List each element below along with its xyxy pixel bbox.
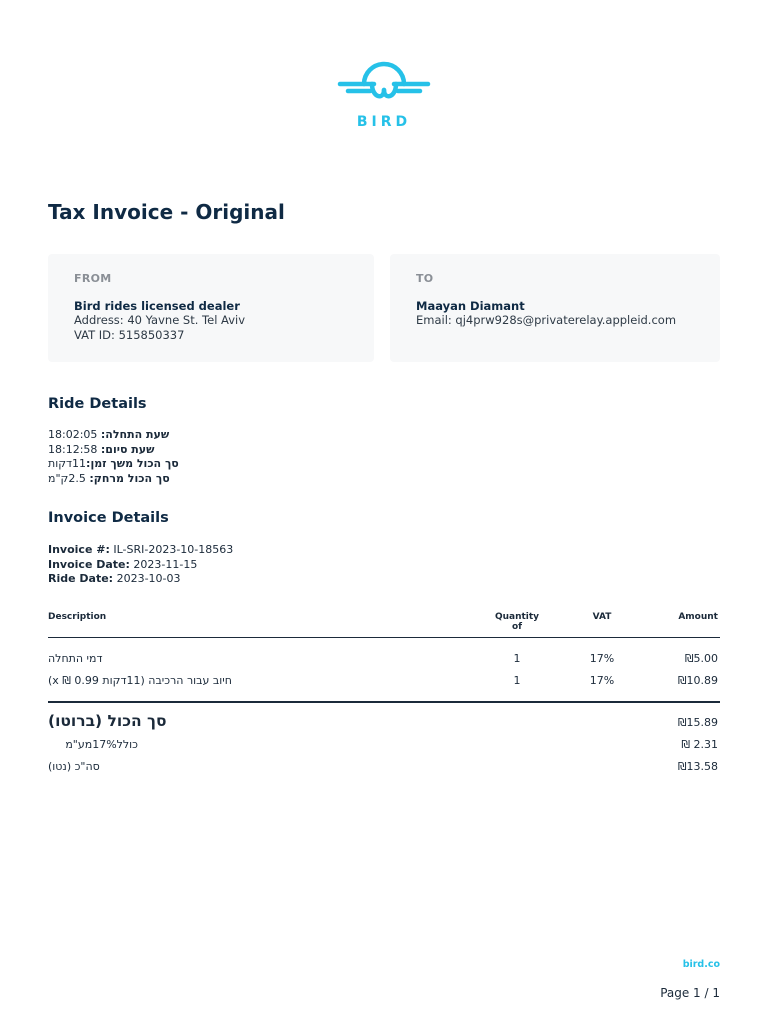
th-description: Description [48, 612, 107, 622]
invoice-date-key: Invoice Date: [48, 557, 130, 571]
gross-total-value: ₪15.89 [677, 716, 718, 729]
from-address: Address: 40 Yavne St. Tel Aviv [74, 313, 246, 327]
page-number: Page 1 / 1 [660, 986, 720, 1000]
row-description: חיוב עבור הרכיבה (11דקות x ₪ 0.99) [48, 674, 232, 687]
from-name: Bird rides licensed dealer [74, 299, 240, 313]
ride-details-heading: Ride Details [48, 396, 147, 412]
net-total-value: ₪13.58 [677, 760, 718, 773]
th-amount: Amount [678, 612, 718, 622]
net-total-label: סה"כ (נטו) [48, 760, 100, 773]
ride-end-row [48, 443, 179, 458]
row-quantity: 1 [513, 674, 521, 687]
invoice-date-value: 2023-11-15 [129, 557, 198, 571]
ride-details-list [48, 428, 179, 486]
invoice-number-value: IL-SRI-2023-10-18563 [109, 543, 234, 556]
invoice-details-list [48, 543, 233, 587]
page-title: Tax Invoice - Original [48, 200, 285, 224]
row-amount: ₪5.00 [684, 652, 718, 665]
ride-date-value: 2023-10-03 [113, 572, 181, 585]
gross-total-label: סך הכול (ברוטו) [48, 712, 167, 730]
row-quantity: 1 [513, 652, 521, 665]
vat-total-value: ₪ 2.31 [681, 738, 718, 751]
brand-name: BIRD [356, 114, 412, 130]
to-card [390, 254, 720, 362]
row-amount: ₪10.89 [677, 674, 718, 687]
ride-end-key: שעת סיום: [100, 442, 155, 456]
ride-duration-key: סך הכול משך זמן: [86, 457, 179, 470]
ride-end-value: 18:12:58 [48, 442, 101, 456]
bird-wings-logo-icon [334, 58, 434, 110]
bird-website-link[interactable]: bird.co [682, 959, 720, 970]
ride-start-row [48, 428, 179, 443]
invoice-date-row [48, 558, 233, 573]
ride-duration-row [48, 457, 179, 472]
to-email: Email: qj4prw928s@privaterelay.appleid.com [416, 313, 677, 327]
from-label: FROM [74, 272, 112, 285]
th-quantity: Quantity of [494, 612, 540, 632]
bird-logo [334, 58, 434, 134]
th-vat: VAT [592, 612, 612, 622]
totals-divider [48, 701, 720, 703]
ride-distance-key: סך הכול מרחק: [89, 471, 170, 485]
from-vat-id: VAT ID: 515850337 [74, 328, 185, 342]
row-vat: 17% [589, 674, 615, 687]
row-description: דמי התחלה [48, 652, 103, 665]
table-header-divider [48, 637, 720, 638]
invoice-number-row [48, 543, 233, 558]
ride-start-value: 18:02:05 [48, 428, 101, 441]
invoice-details-heading: Invoice Details [48, 510, 169, 526]
ride-date-row [48, 572, 233, 587]
ride-distance-row [48, 472, 179, 487]
ride-distance-value: 2.5ק"מ [48, 471, 90, 485]
row-vat: 17% [589, 652, 615, 665]
ride-duration-value: 11דקות [48, 457, 87, 470]
ride-date-key: Ride Date: [48, 572, 114, 585]
to-label: TO [416, 272, 434, 285]
vat-total-label: כולל17%מע"מ [65, 738, 138, 751]
ride-start-key: שעת התחלה: [100, 428, 170, 441]
from-card [48, 254, 374, 362]
invoice-number-key: Invoice #: [48, 543, 110, 556]
to-name: Maayan Diamant [416, 299, 525, 313]
